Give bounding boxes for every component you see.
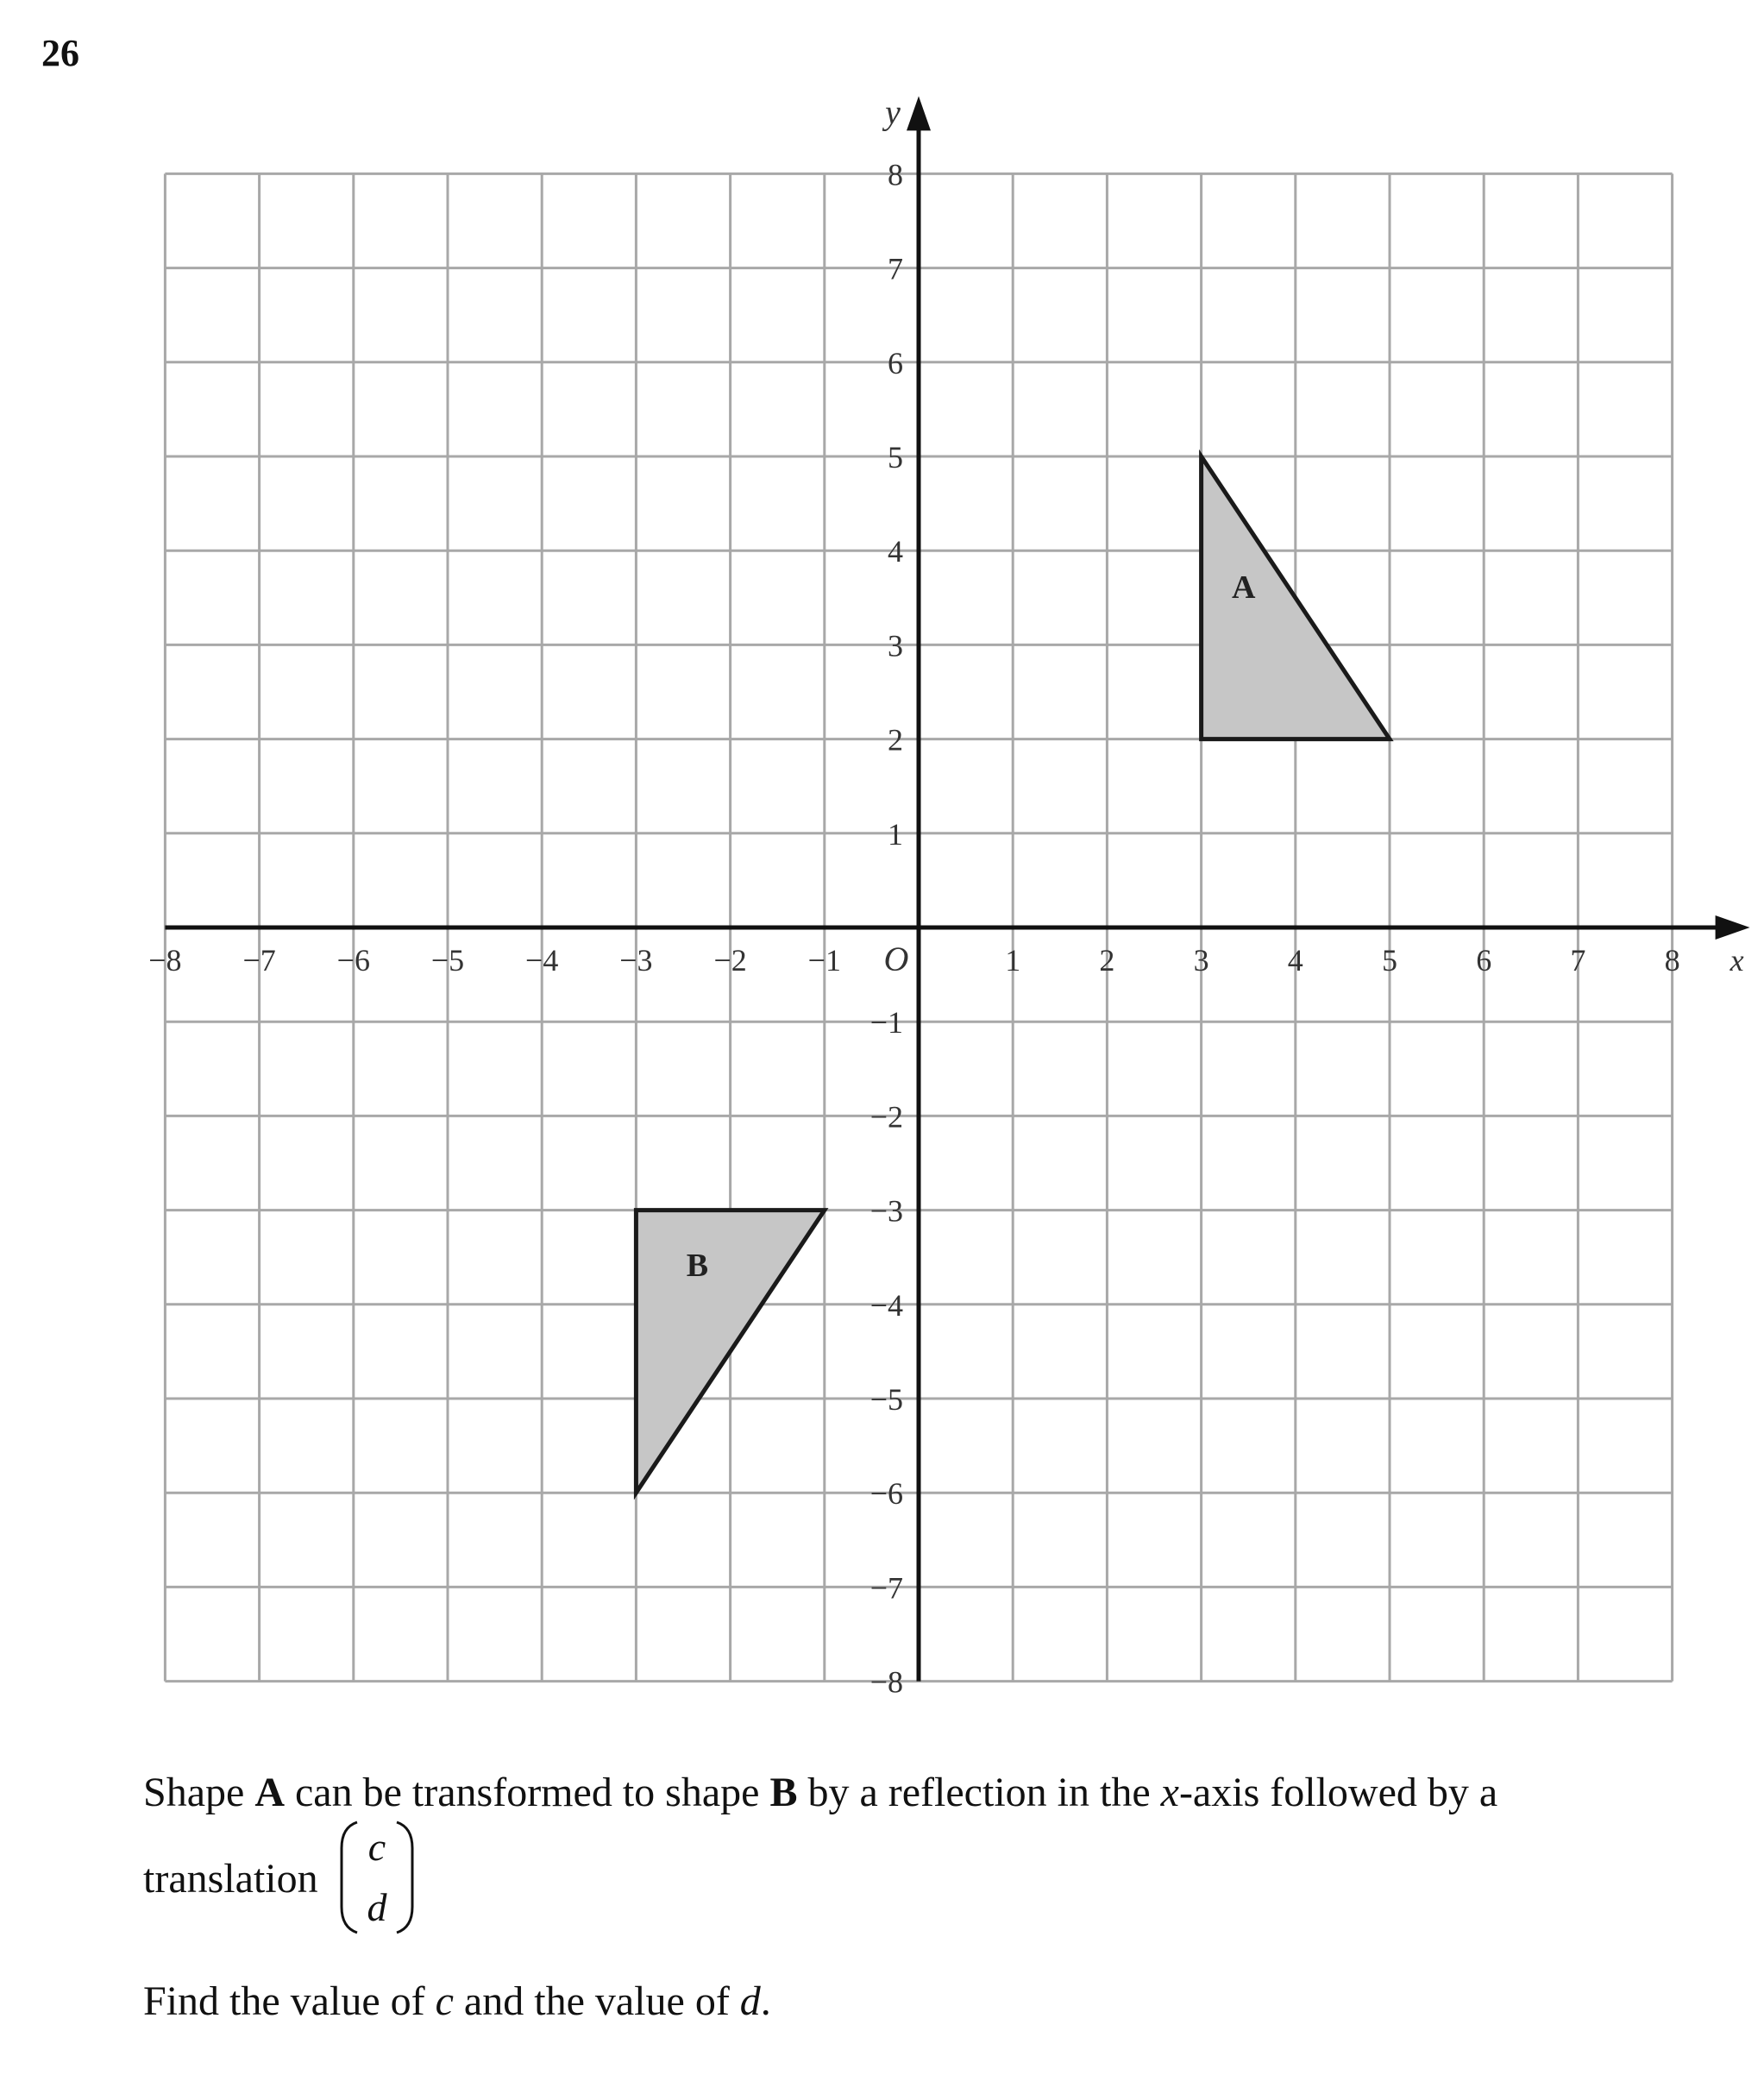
text-fragment: can be transformed to shape <box>284 1770 770 1815</box>
y-tick-label: 5 <box>888 440 903 475</box>
x-tick-label: 5 <box>1382 943 1397 978</box>
y-tick-label: 2 <box>888 722 903 758</box>
y-tick-label: 7 <box>888 251 903 286</box>
x-tick-label: 7 <box>1570 943 1586 978</box>
x-tick-label: −3 <box>619 943 653 978</box>
y-axis-label: y <box>885 92 901 132</box>
x-tick-label: 6 <box>1476 943 1492 978</box>
x-tick-label: −4 <box>525 943 559 978</box>
y-tick-label: −6 <box>869 1476 903 1512</box>
translation-label: translation <box>143 1856 318 1902</box>
text-fragment: Find the value of <box>143 1978 436 2024</box>
x-tick-label: 1 <box>1005 943 1021 978</box>
x-tick-label: −6 <box>336 943 370 978</box>
vector-bottom-component: d <box>367 1885 387 1929</box>
y-tick-label: 6 <box>888 345 903 380</box>
y-axis-arrow <box>907 96 931 130</box>
x-axis-label: x <box>1729 943 1744 978</box>
x-tick-label: −5 <box>430 943 465 978</box>
c-variable: c <box>435 1978 454 2024</box>
y-tick-label: −5 <box>869 1382 903 1417</box>
x-tick-label: 3 <box>1193 943 1209 978</box>
question-text-line-1 <box>143 1772 1497 1814</box>
x-tick-label: 4 <box>1287 943 1303 978</box>
shape-b-label: B <box>686 1248 709 1285</box>
shape-a-label: A <box>1232 569 1256 606</box>
d-variable: d <box>739 1978 761 2024</box>
y-tick-label: 3 <box>888 628 903 663</box>
text-fragment: and the value of <box>453 1978 740 2024</box>
y-tick-label: 1 <box>888 816 903 852</box>
text-fragment: . <box>760 1978 771 2024</box>
x-variable: x <box>1160 1770 1179 1815</box>
x-tick-label: −8 <box>148 943 182 978</box>
question-text-line-3 <box>143 1978 771 2024</box>
shape-b-name: B <box>769 1770 798 1815</box>
text-fragment: -axis followed by a <box>1178 1770 1498 1815</box>
y-tick-label: −1 <box>869 1005 903 1041</box>
y-tick-label: 4 <box>888 534 903 569</box>
x-axis-arrow <box>1716 915 1750 940</box>
y-tick-label: −7 <box>869 1570 903 1606</box>
y-tick-label: −2 <box>869 1099 903 1135</box>
y-tick-label: −8 <box>869 1664 903 1700</box>
x-tick-label: −7 <box>242 943 276 978</box>
text-fragment: by a reflection in the <box>797 1770 1161 1815</box>
question-number: 26 <box>41 32 79 74</box>
text-fragment: Shape <box>143 1770 255 1815</box>
x-tick-label: −2 <box>713 943 747 978</box>
vector-top-component: c <box>367 1825 386 1869</box>
origin-label: O <box>883 940 909 978</box>
x-tick-label: −1 <box>807 943 841 978</box>
y-tick-label: −4 <box>869 1287 903 1323</box>
x-tick-label: 8 <box>1664 943 1680 978</box>
y-tick-label: −3 <box>869 1193 903 1229</box>
shape-a-name: A <box>254 1770 285 1815</box>
translation-vector <box>338 1819 416 1936</box>
x-tick-label: 2 <box>1099 943 1115 978</box>
y-tick-label: 8 <box>888 157 903 192</box>
